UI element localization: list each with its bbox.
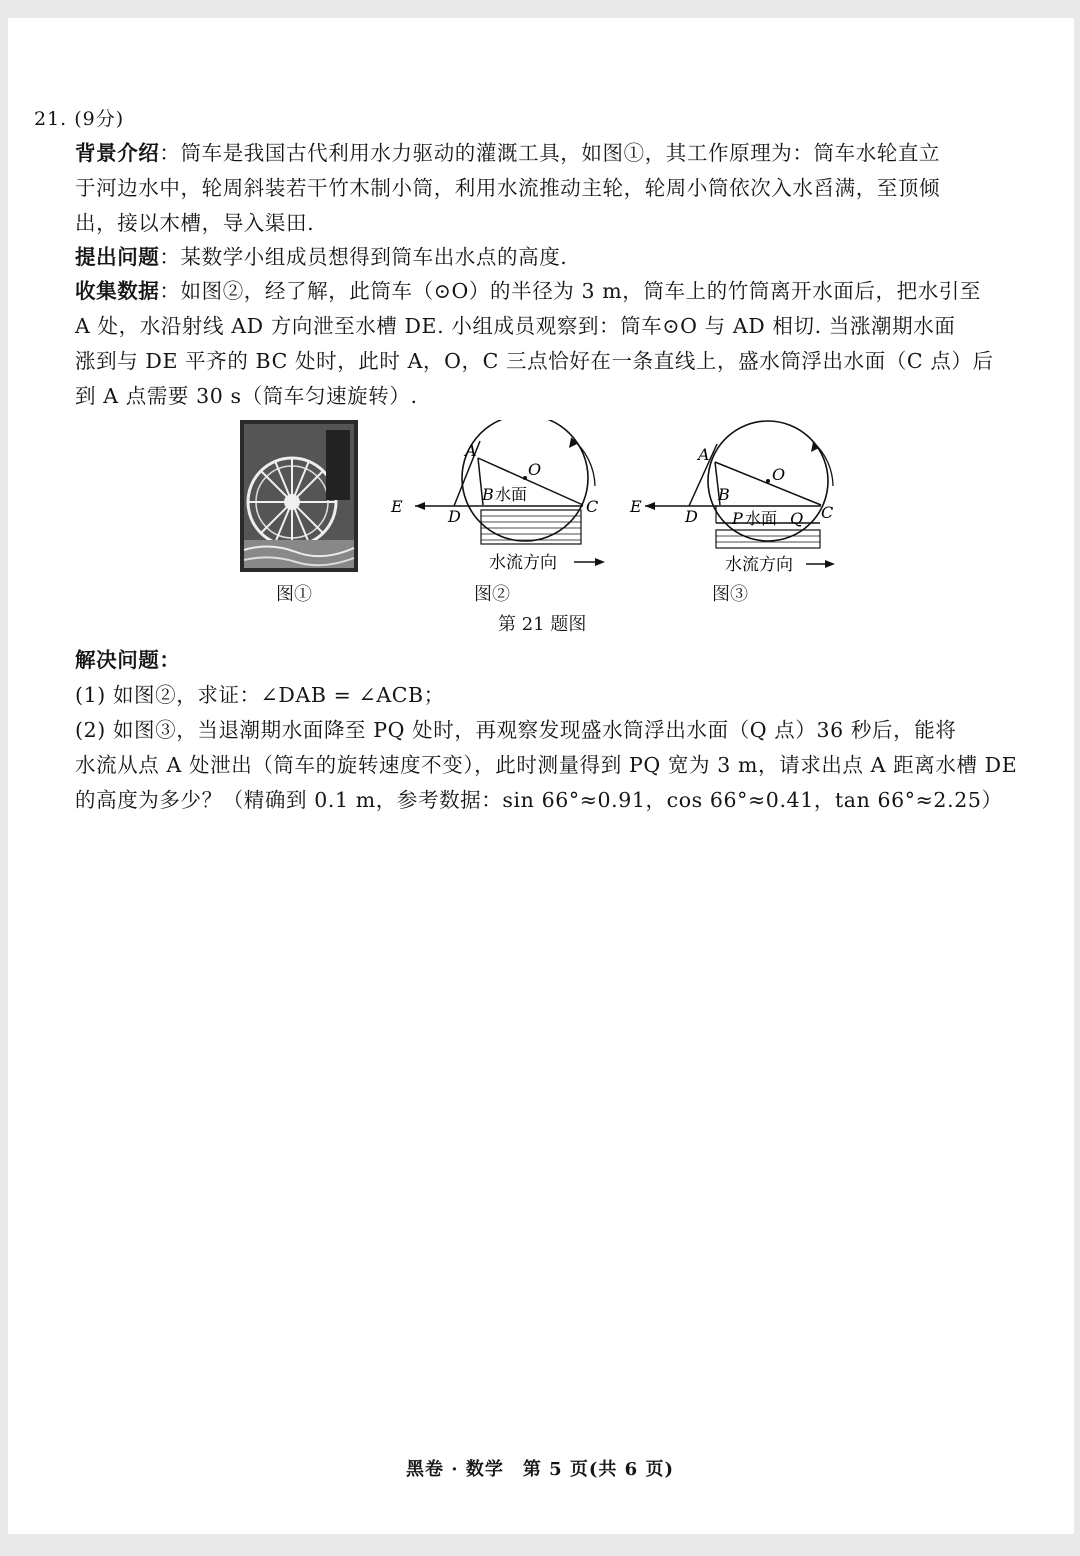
fig3-label-c: C <box>821 503 834 522</box>
fig3-label-q: Q <box>790 509 804 528</box>
fig2-label-a: A <box>465 441 477 460</box>
fig3-label-o: O <box>772 465 786 484</box>
fig2-caption: 图② <box>474 584 510 605</box>
fig3-label-e: E <box>630 497 642 516</box>
fig2-label-e: E <box>391 497 403 516</box>
fig3-label-d: D <box>685 507 698 526</box>
fig2-label-o: O <box>528 460 542 479</box>
fig2-label-b: B <box>482 485 494 504</box>
figure-2-diagram <box>385 420 615 580</box>
fig3-caption: 图③ <box>712 584 748 605</box>
background-paragraph: 背景介绍：筒车是我国古代利用水力驱动的灌溉工具，如图①，其工作原理为：筒车水轮直立 于河边水中，轮周斜装若干竹木制小筒，利用水流推动主轮，轮周小筒依次入水舀满，至顶倾 出，接以木槽，导入渠田. <box>75 141 941 235</box>
fig3-label-b: B <box>718 485 730 504</box>
page-footer: 黑卷 · 数学 第 5 页(共 6 页) <box>406 1459 674 1480</box>
figure-3-diagram <box>625 420 855 580</box>
fig2-label-water: 水面 <box>495 485 528 504</box>
problem-paragraph: 提出问题：某数学小组成员想得到筒车出水点的高度. <box>75 245 568 269</box>
fig2-label-flow: 水流方向 <box>489 553 557 573</box>
figure-main-caption: 第 21 题图 <box>498 614 587 635</box>
fig3-label-p: P <box>732 509 743 528</box>
fig1-caption: 图① <box>276 584 312 605</box>
fig2-label-c: C <box>586 497 599 516</box>
fig3-label-water: 水面 <box>745 509 778 528</box>
fig2-label-d: D <box>448 507 461 526</box>
data-paragraph: 收集数据：如图②，经了解，此筒车（⊙O）的半径为 3 m，筒车上的竹筒离开水面后，把水引至 A 处，水沿射线 AD 方向泄至水槽 DE. 小组成员观察到：筒车⊙O 与 AD 相切. 当涨潮期水面 涨到与 DE 平齐的 BC 处时，此时 A，O，C 三点恰好在一条直线上，盛水筒浮出水面（C 点）后 到 A 点需要 30 s（筒车匀速旋转）. <box>75 279 994 408</box>
waterwheel-photo <box>240 420 358 572</box>
question-number: 21. (9分) <box>34 108 125 130</box>
fig3-label-flow: 水流方向 <box>725 555 793 575</box>
solve-paragraph: 解决问题： (1) 如图②，求证：∠DAB = ∠ACB； (2) 如图③，当退潮期水面降至 PQ 处时，再观察发现盛水筒浮出水面（Q 点）36 秒后，能将 水流从点 A 处泄出（筒车的旋转速度不变），此时测量得到 PQ 宽为 3 m，请求出点 A 距离水槽 DE 的高度为多少？（精确到 0.1 m，参考数据：sin 66°≈0.91，cos 66°≈0.41，tan 66°≈2.25） <box>75 648 1018 812</box>
fig3-label-a: A <box>698 445 710 464</box>
